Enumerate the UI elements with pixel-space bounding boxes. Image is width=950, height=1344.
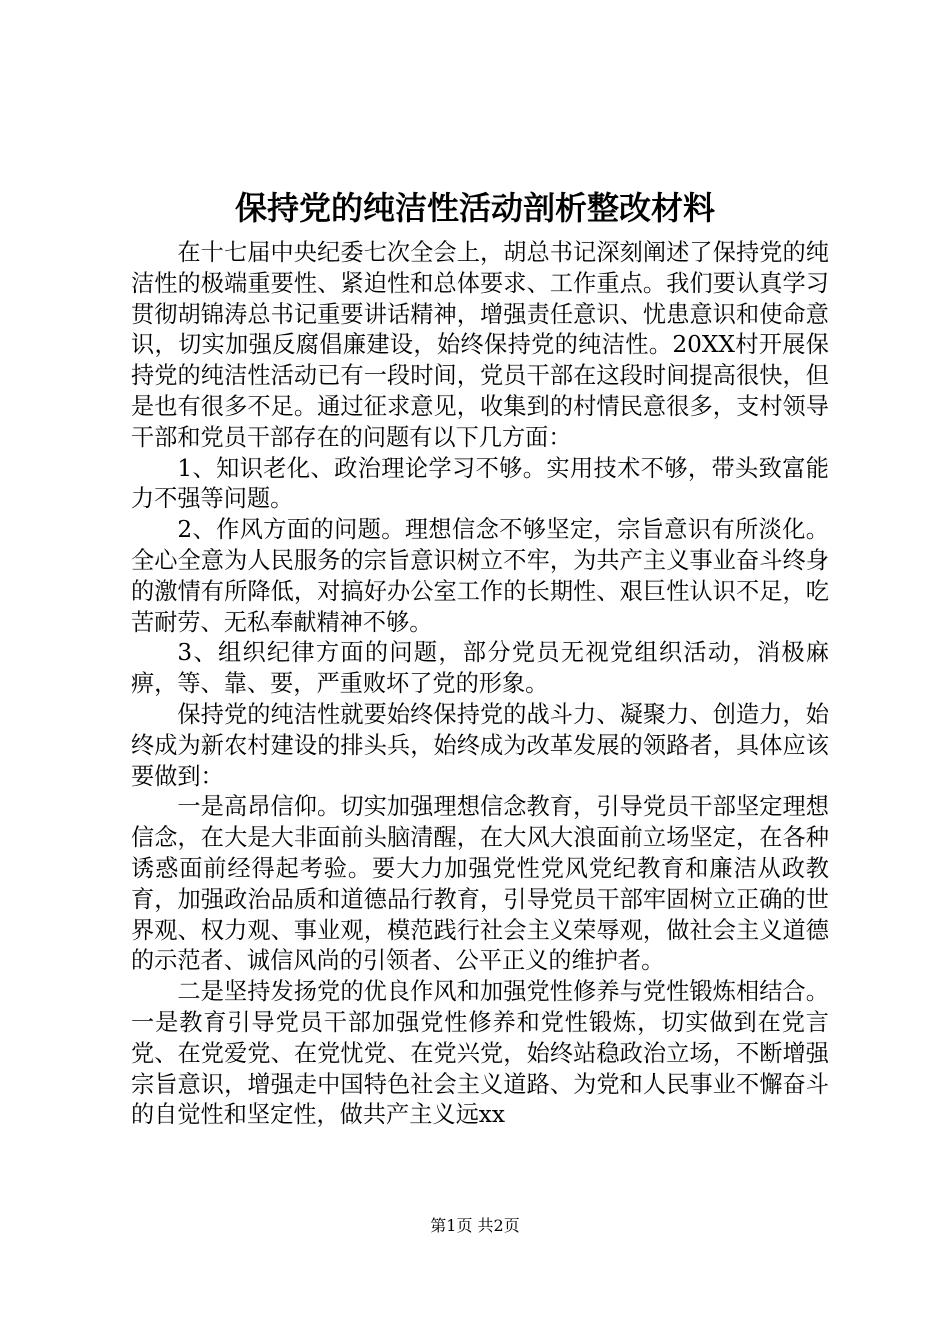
document-title: 保持党的纯洁性活动剖析整改材料 [234, 189, 715, 227]
paragraph-intro: 在十七届中央纪委七次全会上，胡总书记深刻阐述了保持党的纯洁性的极端重要性、紧迫性和总体要求、工作重点。我们要认真学习贯彻胡锦涛总书记重要讲话精神，增强责任意识、忧患意识和使命意识，切实加强反腐倡廉建设，始终保持党的纯洁性。20XX村开展保持党的纯洁性活动已有一段时间，党员干部在这段时间提高很快，但是也有很多不足。通过征求意见，收集到的村情民意很多，支村领导干部和党员干部存在的问题有以下几方面： [131, 239, 829, 451]
page-number-footer: 第1页 共2页 [430, 1216, 520, 1235]
paragraph-item-3: 3、组织纪律方面的问题，部分党员无视党组织活动，消极麻痹，等、靠、要，严重败坏了党的形象。 [131, 639, 829, 698]
document-body [131, 238, 829, 1131]
paragraph-item-2: 2、作风方面的问题。理想信念不够坚定，宗旨意识有所淡化。全心全意为人民服务的宗旨意识树立不牢，为共产主义事业奋斗终身的激情有所降低，对搞好办公室工作的长期性、艰巨性认识不足，吃苦耐劳、无私奉献精神不够。 [131, 516, 829, 636]
paragraph-requirements: 保持党的纯洁性就要始终保持党的战斗力、凝聚力、创造力，始终成为新农村建设的排头兵，始终成为改革发展的领路者，具体应该要做到： [131, 700, 829, 790]
paragraph-item-1: 1、知识老化、政治理论学习不够。实用技术不够，带头致富能力不强等问题。 [131, 454, 829, 513]
paragraph-point-1: 一是高昂信仰。切实加强理想信念教育，引导党员干部坚定理想信念，在大是大非面前头脑清醒，在大风大浪面前立场坚定，在各种诱惑面前经得起考验。要大力加强党性党风党纪教育和廉洁从政教育，加强政治品质和道德品行教育，引导党员干部牢固树立正确的世界观、权力观、事业观，模范践行社会主义荣辱观，做社会主义道德的示范者、诚信风尚的引领者、公平正义的维护者。 [131, 793, 829, 975]
paragraph-point-2: 二是坚持发扬党的优良作风和加强党性修养与党性锻炼相结合。一是教育引导党员干部加强党性修养和党性锻炼，切实做到在党言党、在党爱党、在党忧党、在党兴党，始终站稳政治立场，不断增强宗旨意识，增强走中国特色社会主义道路、为党和人民事业不懈奋斗的自觉性和坚定性，做共产主义远xx [131, 978, 829, 1129]
